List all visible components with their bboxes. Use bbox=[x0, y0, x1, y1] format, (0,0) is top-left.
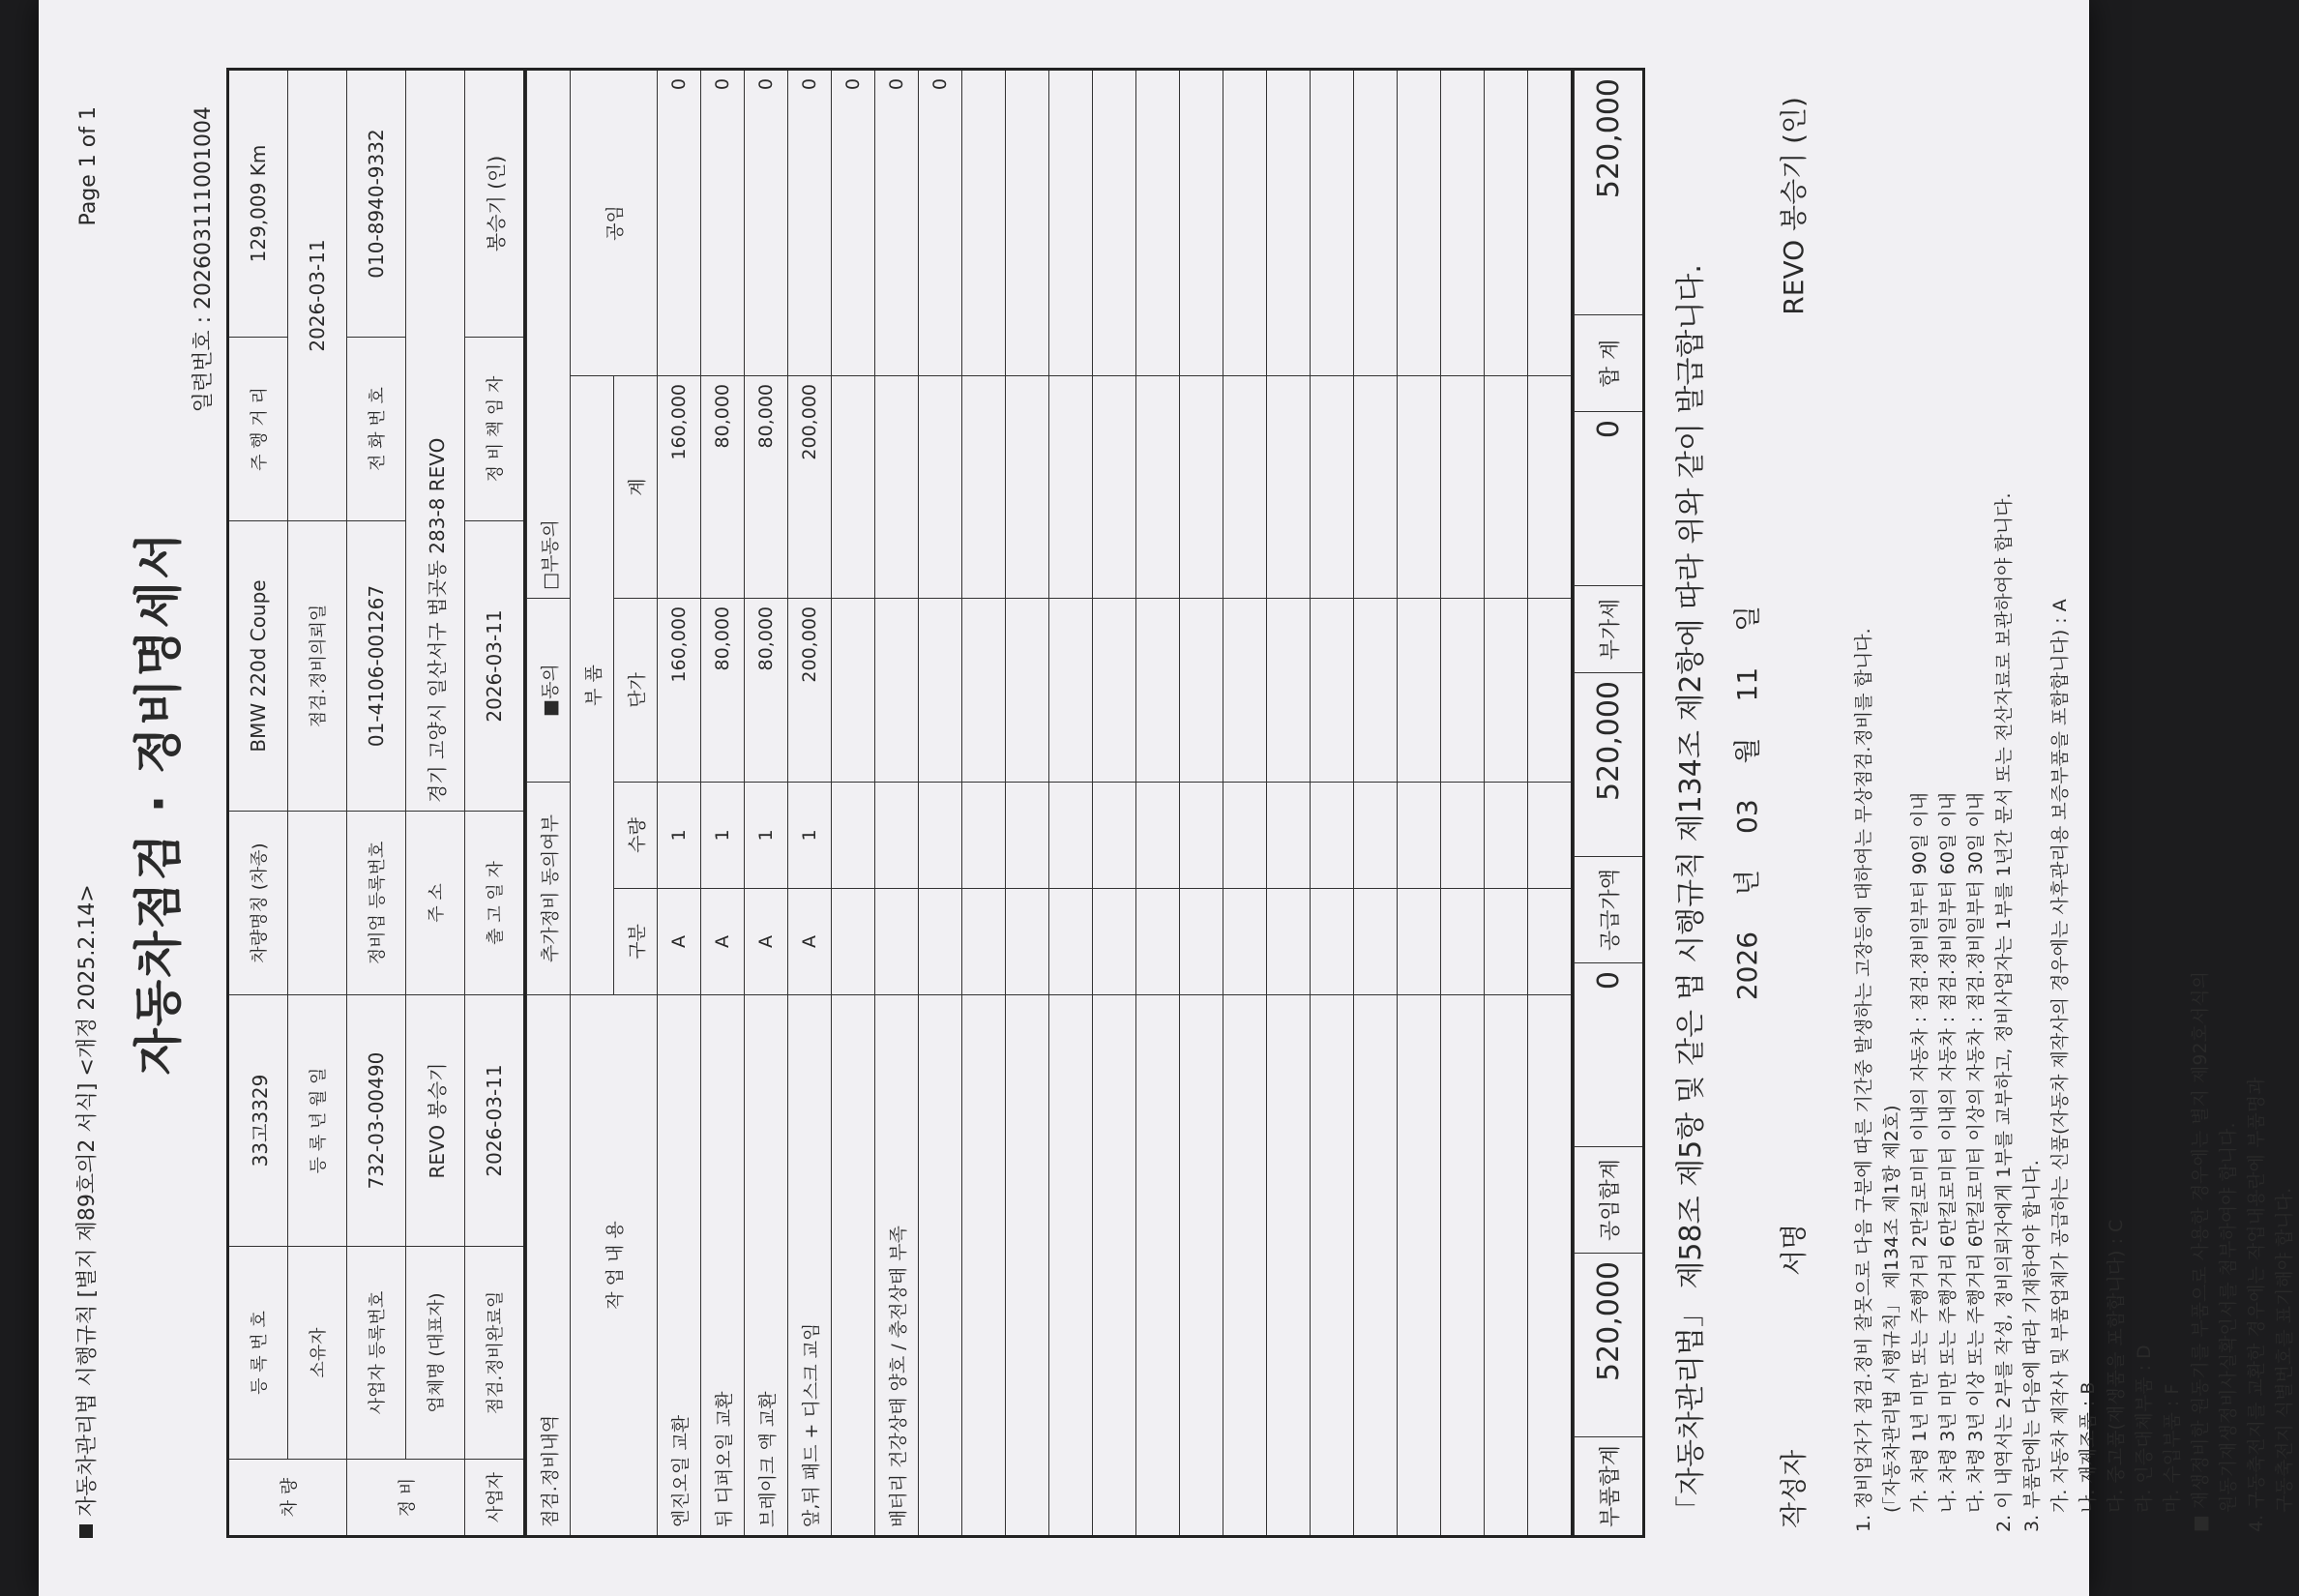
model-value: BMW 220d Coupe bbox=[228, 521, 288, 812]
shop-section-label: 정 비 bbox=[347, 1460, 465, 1537]
row-qty bbox=[919, 783, 962, 889]
address-label: 주 소 bbox=[406, 812, 465, 995]
totals-table bbox=[1574, 68, 1645, 1538]
reg-no-label: 정비업 등록번호 bbox=[347, 812, 406, 995]
row-total: 160,000 bbox=[658, 376, 701, 599]
bullet-square-icon bbox=[79, 1524, 93, 1538]
table-row bbox=[745, 70, 788, 1537]
sign-label: 서명 bbox=[1778, 1223, 1810, 1276]
serial-label: 일련번호 : bbox=[192, 315, 216, 413]
empty-row bbox=[1006, 70, 1049, 1537]
table-row bbox=[701, 70, 745, 1537]
row-unit: 80,000 bbox=[701, 599, 745, 783]
plate-value: 33고3329 bbox=[228, 995, 288, 1247]
form-reference bbox=[71, 884, 101, 1538]
out-date-label: 출 고 일 자 bbox=[465, 812, 525, 995]
row-total bbox=[875, 376, 919, 599]
empty-row bbox=[1528, 70, 1573, 1537]
row-total: 200,000 bbox=[788, 376, 832, 599]
operator-label: 사업자 bbox=[465, 1460, 525, 1537]
manager-label: 정 비 책 임 자 bbox=[465, 338, 525, 521]
empty-row bbox=[1398, 70, 1441, 1537]
document-title: 자동차점검 · 정비명세서 bbox=[131, 530, 187, 1076]
note-line: 다. 중고품(재생품을 포함합니다) : C bbox=[2106, 1219, 2127, 1513]
day-unit: 일 bbox=[1731, 605, 1763, 632]
reg-date-label: 등 록 년 월 일 bbox=[288, 995, 347, 1247]
issue-date bbox=[1726, 68, 1765, 1538]
done-date-value: 2026-03-11 bbox=[465, 995, 525, 1247]
empty-row bbox=[1049, 70, 1093, 1537]
empty-row bbox=[962, 70, 1006, 1537]
row-desc bbox=[919, 995, 962, 1537]
vat-label: 부가세 bbox=[1575, 585, 1644, 672]
note-line: 마. 수입부품 : F bbox=[2162, 1383, 2183, 1513]
shop-name-label: 업체명 (대표자) bbox=[406, 1247, 465, 1460]
row-unit: 200,000 bbox=[788, 599, 832, 783]
row-type bbox=[875, 889, 919, 995]
issue-day: 11 bbox=[1731, 666, 1763, 702]
mileage-label: 주 행 거 리 bbox=[228, 338, 288, 521]
note-line: 가. 자동차 제작사 및 부품업체가 공급하는 신품(자동차 제작사의 경우에는 사후관리용 보증부품을 포함합니다) : A bbox=[2049, 599, 2071, 1513]
note-line: 가. 차령 1년 미만 또는 주행거리 2만킬로미터 이내의 자동차 : 점검.정비일부터 90일 이내 bbox=[1909, 792, 1931, 1513]
row-type bbox=[919, 889, 962, 995]
legal-statement: 「자동차관리법」 제58조 제5항 및 같은 법 시행규칙 제134조 제2항에 따라 위와 같이 발급합니다. bbox=[1674, 264, 1708, 1524]
vat-value: 0 bbox=[1575, 411, 1644, 585]
out-date-value: 2026-03-11 bbox=[465, 521, 525, 812]
grand-total-value: 520,000 bbox=[1575, 70, 1644, 315]
done-date-label: 점검.정비완료일 bbox=[465, 1247, 525, 1460]
title-block bbox=[101, 68, 226, 1538]
row-desc: 앞,뒤 패드 + 디스크 교임 bbox=[788, 995, 832, 1537]
form-header bbox=[68, 68, 101, 1538]
biz-no-value: 732-03-00490 bbox=[347, 995, 406, 1247]
col-qty: 수량 bbox=[614, 783, 658, 889]
labor-total-label: 공임합계 bbox=[1575, 1146, 1644, 1253]
row-desc: 뒤 디퍼오일 교환 bbox=[701, 995, 745, 1537]
notes-section bbox=[1850, 68, 2299, 1532]
note-line: 1. 정비업자가 점검.정비 잘못으로 다음 구분에 따른 기간중 발생하는 고장등에 대하여는 무상점검.정비를 합니다. bbox=[1853, 628, 1874, 1532]
note-line: 3. 부품란에는 다음에 따라 기재하여야 합니다. bbox=[2021, 1160, 2043, 1532]
empty-row bbox=[1441, 70, 1485, 1537]
empty-row bbox=[1223, 70, 1267, 1537]
empty-row bbox=[1485, 70, 1528, 1537]
desc-header: 작 업 내 용 bbox=[571, 995, 658, 1537]
table-row bbox=[658, 70, 701, 1537]
phone-label: 전 화 번 호 bbox=[347, 338, 406, 521]
note-line: 2. 이 내역서는 2부를 작성, 정비의뢰자에게 1부를 교부하고, 정비사업자는 1부를 1년간 문서 또는 전산자료로 보관하여야 합니다. bbox=[1993, 492, 2015, 1532]
row-desc: 엔진오일 교환 bbox=[658, 995, 701, 1537]
shop-name-value: REVO 봉승기 bbox=[406, 995, 465, 1247]
row-unit: 80,000 bbox=[745, 599, 788, 783]
work-table bbox=[526, 68, 1574, 1538]
grand-total-label: 합 계 bbox=[1575, 314, 1644, 411]
month-unit: 월 bbox=[1731, 737, 1763, 764]
history-label: 점검.정비내역 bbox=[527, 995, 571, 1537]
row-total bbox=[919, 376, 962, 599]
manager-value: 봉승기 (인) bbox=[465, 70, 525, 338]
note-line: 라. 인증대체부품 : D bbox=[2134, 1345, 2155, 1513]
row-unit bbox=[832, 599, 875, 783]
reg-no-value: 01-4106-001267 bbox=[347, 521, 406, 812]
supply-value: 520,000 bbox=[1575, 672, 1644, 856]
info-table bbox=[226, 68, 526, 1538]
row-unit bbox=[919, 599, 962, 783]
empty-row bbox=[1093, 70, 1136, 1537]
row-qty: 1 bbox=[658, 783, 701, 889]
owner-label: 소유자 bbox=[288, 1247, 347, 1460]
row-labor: 0 bbox=[701, 70, 745, 376]
empty-row bbox=[1354, 70, 1398, 1537]
parts-header: 부 품 bbox=[571, 376, 614, 995]
consent-yes-checkbox: ■동의 bbox=[527, 599, 571, 783]
col-type: 구분 bbox=[614, 889, 658, 995]
phone-value: 010-8940-9332 bbox=[347, 70, 406, 338]
table-row bbox=[788, 70, 832, 1537]
mileage-value: 129,009 Km bbox=[228, 70, 288, 338]
empty-row bbox=[1180, 70, 1223, 1537]
row-labor: 0 bbox=[919, 70, 962, 376]
page-number: Page 1 of 1 bbox=[76, 106, 101, 226]
col-total: 계 bbox=[614, 376, 658, 599]
consent-no-checkbox: □부동의 bbox=[527, 70, 571, 599]
row-desc: 브레이크 액 교환 bbox=[745, 995, 788, 1537]
vehicle-section-label: 차 량 bbox=[228, 1460, 347, 1537]
row-labor: 0 bbox=[832, 70, 875, 376]
row-total: 80,000 bbox=[701, 376, 745, 599]
reg-date-value bbox=[288, 812, 347, 995]
note-line: 나. 차령 3년 미만 또는 주행거리 6만킬로미터 이내의 자동차 : 점검.정비일부터 60일 이내 bbox=[1937, 792, 1959, 1513]
parts-total-label: 부품합계 bbox=[1575, 1436, 1644, 1536]
row-labor: 0 bbox=[745, 70, 788, 376]
issue-year: 2026 bbox=[1731, 931, 1763, 1001]
parts-total-value: 520,000 bbox=[1575, 1253, 1644, 1436]
row-qty bbox=[875, 783, 919, 889]
row-type: A bbox=[701, 889, 745, 995]
serial-value: 202603111001004 bbox=[192, 106, 216, 310]
labor-total-value: 0 bbox=[1575, 962, 1644, 1146]
empty-row bbox=[1311, 70, 1354, 1537]
request-date-value: 2026-03-11 bbox=[288, 70, 347, 521]
note-line: 구동축전지 식별번호를 표기해야 합니다. bbox=[2274, 1187, 2295, 1513]
inspection-statement bbox=[39, 48, 2295, 1596]
table-row bbox=[875, 70, 919, 1537]
row-total bbox=[832, 376, 875, 599]
row-labor: 0 bbox=[875, 70, 919, 376]
note-line: 원동기재생정비사실확인서를 첨부하여야 합니다. bbox=[2218, 1122, 2239, 1513]
row-qty: 1 bbox=[788, 783, 832, 889]
labor-header: 공임 bbox=[571, 70, 658, 376]
consent-label: 추가정비 동의여부 bbox=[527, 783, 571, 995]
row-qty: 1 bbox=[745, 783, 788, 889]
empty-row bbox=[1136, 70, 1180, 1537]
model-label: 차량명칭 (차종) bbox=[228, 812, 288, 995]
note-line: 4. 구동축전지를 교환한 경우에는 작업내용란에 부품명과 bbox=[2246, 1077, 2267, 1532]
signer: REVO 봉승기 (인) bbox=[1778, 97, 1810, 315]
row-qty: 1 bbox=[701, 783, 745, 889]
note-line: (「자동차관리법 시행규칙」 제134조 제1항 제2호) bbox=[1881, 1105, 1902, 1513]
row-qty bbox=[832, 783, 875, 889]
note-line: 나. 재제조품 : B bbox=[2078, 1381, 2099, 1513]
note-line: 다. 차령 3년 이상 또는 주행거리 6만킬로미터 이상의 자동차 : 점검.정비일부터 30일 이내 bbox=[1965, 792, 1987, 1513]
document-photo bbox=[39, 0, 2295, 1596]
row-desc: 배터리 건강상태 양호 / 충전상태 부족 bbox=[875, 995, 919, 1537]
year-unit: 년 bbox=[1731, 869, 1763, 896]
request-date-label: 점검.정비의뢰일 bbox=[288, 521, 347, 812]
table-row bbox=[919, 70, 962, 1537]
col-unit: 단가 bbox=[614, 599, 658, 783]
signature-row bbox=[1773, 77, 1812, 1528]
writer-label: 작성자 bbox=[1778, 1449, 1810, 1528]
form-ref-text: 자동차관리법 시행규칙 [별지 제89호의2 서식] <개정 2025.2.14> bbox=[75, 884, 100, 1517]
issue-month: 03 bbox=[1731, 799, 1763, 834]
row-labor: 0 bbox=[658, 70, 701, 376]
empty-row bbox=[1267, 70, 1311, 1537]
row-type bbox=[832, 889, 875, 995]
row-unit: 160,000 bbox=[658, 599, 701, 783]
row-total: 80,000 bbox=[745, 376, 788, 599]
row-labor: 0 bbox=[788, 70, 832, 376]
note-line: ■ 재생정비한 원동기를 부품으로 사용한 경우에는 별지 제92호서식의 bbox=[2190, 971, 2211, 1532]
address-value: 경기 고양시 일산서구 법곳동 283-8 REVO bbox=[406, 70, 465, 812]
row-type: A bbox=[788, 889, 832, 995]
table-row bbox=[832, 70, 875, 1537]
supply-label: 공급가액 bbox=[1575, 856, 1644, 962]
row-type: A bbox=[658, 889, 701, 995]
row-type: A bbox=[745, 889, 788, 995]
serial-number bbox=[187, 106, 217, 412]
biz-no-label: 사업자 등록번호 bbox=[347, 1247, 406, 1460]
row-unit bbox=[875, 599, 919, 783]
plate-label: 등 록 번 호 bbox=[228, 1247, 288, 1460]
row-desc bbox=[832, 995, 875, 1537]
